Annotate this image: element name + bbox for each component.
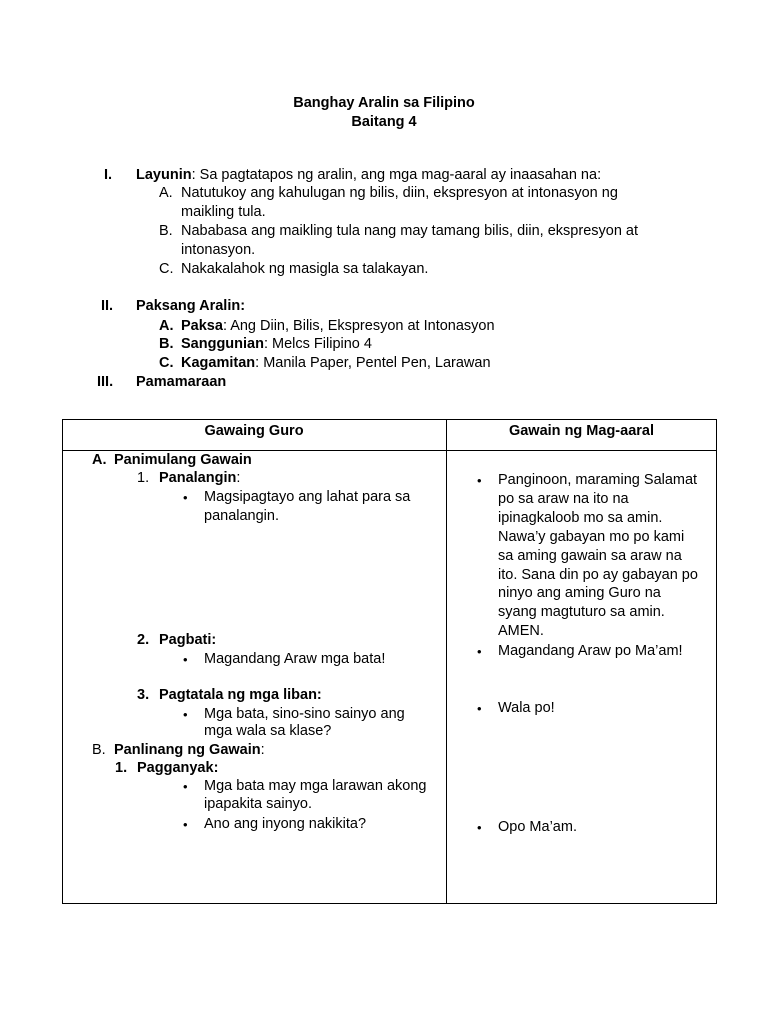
bullet-icon: • xyxy=(183,652,188,667)
bullet-icon: • xyxy=(183,817,188,832)
objective-b-line1: Nababasa ang maikling tula nang may tamang bilis, diin, ekspresyon at xyxy=(181,223,639,239)
section2-label: Paksang Aralin: xyxy=(136,298,246,314)
prayer-label: Panalangin xyxy=(159,470,237,486)
greeting-label: Pagbati: xyxy=(159,632,217,648)
objective-b-marker: B. xyxy=(159,223,173,239)
student-prayer-line9: AMEN. xyxy=(498,623,544,639)
materials-marker: C. xyxy=(159,355,174,371)
prayer-marker: 1. xyxy=(137,470,150,486)
student-prayer-line2: po sa araw na ito na xyxy=(498,491,629,507)
section3-numeral: III. xyxy=(97,374,114,390)
student-prayer-line1: Panginoon, maraming Salamat xyxy=(498,472,698,488)
objective-a-line1: Natutukoy ang kahulugan ng bilis, diin, ekspresyon at intonasyon ng xyxy=(181,185,618,201)
student-prayer-line6: ito. Sana din po ay gabayan po xyxy=(498,567,698,583)
teacher-prayer-line2: panalangin. xyxy=(204,508,279,524)
topic-marker: A. xyxy=(159,318,174,334)
student-prayer-line4: Nawa’y gabayan mo po kami xyxy=(498,529,685,545)
student-prayer-line5: sa aming gawain sa araw na xyxy=(498,548,682,564)
student-answer: Opo Ma’am. xyxy=(498,819,577,835)
reference-row xyxy=(181,335,372,354)
student-prayer-line8: syang magtuturo sa amin. xyxy=(498,604,665,620)
reference-text: : Melcs Filipino 4 xyxy=(263,336,372,352)
topic-label: Paksa xyxy=(181,318,223,334)
part-a-marker: A. xyxy=(92,452,107,468)
table-column-divider xyxy=(446,420,447,903)
topic-row xyxy=(181,317,495,336)
student-prayer-line3: ipinagkaloob mo sa amin. xyxy=(498,510,663,526)
part-b-heading xyxy=(114,741,265,760)
section1-text: : Sa pagtatapos ng aralin, ang mga mag-aaral ay inaasahan na: xyxy=(191,167,602,183)
materials-label: Kagamitan xyxy=(181,355,256,371)
teacher-attendance-line2: mga wala sa klase? xyxy=(204,723,332,739)
teacher-question: Ano ang inyong nakikita? xyxy=(204,816,367,832)
greeting-marker: 2. xyxy=(137,632,150,648)
attendance-marker: 3. xyxy=(137,687,150,703)
materials-text: : Manila Paper, Pentel Pen, Larawan xyxy=(255,355,491,371)
part-b-marker: B. xyxy=(92,742,106,758)
section1-heading xyxy=(136,166,601,185)
teacher-column-header: Gawaing Guro xyxy=(204,423,304,439)
objective-b-line2: intonasyon. xyxy=(181,242,256,258)
prayer-heading xyxy=(159,469,240,488)
part-b-label: Panlinang ng Gawain xyxy=(114,742,261,758)
student-greeting: Magandang Araw po Ma’am! xyxy=(498,643,683,659)
bullet-icon: • xyxy=(477,820,482,835)
motivation-marker: 1. xyxy=(115,760,128,776)
bullet-icon: • xyxy=(477,701,482,716)
bullet-icon: • xyxy=(183,490,188,505)
section1-label: Layunin xyxy=(136,167,192,183)
reference-label: Sanggunian xyxy=(181,336,264,352)
teacher-prayer-line1: Magsipagtayo ang lahat para sa xyxy=(204,489,411,505)
section1-numeral: I. xyxy=(104,167,113,183)
objective-a-line2: maikling tula. xyxy=(181,204,266,220)
materials-row xyxy=(181,354,491,373)
objective-a-marker: A. xyxy=(159,185,173,201)
grade-level: Baitang 4 xyxy=(351,114,417,130)
student-column-header: Gawain ng Mag-aaral xyxy=(508,423,655,439)
teacher-motivation-line1: Mga bata may mga larawan akong xyxy=(204,778,427,794)
section2-numeral: II. xyxy=(101,298,114,314)
section3-label: Pamamaraan xyxy=(136,374,227,390)
objective-c-line1: Nakakalahok ng masigla sa talakayan. xyxy=(181,261,429,277)
bullet-icon: • xyxy=(183,779,188,794)
document-title: Banghay Aralin sa Filipino xyxy=(293,95,475,111)
teacher-attendance-line1: Mga bata, sino-sino sainyo ang xyxy=(204,706,405,722)
attendance-label: Pagtatala ng mga liban: xyxy=(159,687,322,703)
teacher-greeting: Magandang Araw mga bata! xyxy=(204,651,386,667)
part-b-suffix: : xyxy=(260,742,265,758)
topic-text: : Ang Diin, Bilis, Ekspresyon at Intonasyon xyxy=(222,318,495,334)
prayer-suffix: : xyxy=(236,470,241,486)
teacher-motivation-line2: ipapakita sainyo. xyxy=(204,796,313,812)
objective-c-marker: C. xyxy=(159,261,174,277)
student-prayer-line7: ninyo ang aming Guro na xyxy=(498,585,661,601)
bullet-icon: • xyxy=(183,707,188,722)
student-absent-reply: Wala po! xyxy=(498,700,555,716)
bullet-icon: • xyxy=(477,644,482,659)
bullet-icon: • xyxy=(477,473,482,488)
part-a-label: Panimulang Gawain xyxy=(114,452,252,468)
motivation-label: Pagganyak: xyxy=(137,760,219,776)
reference-marker: B. xyxy=(159,336,174,352)
